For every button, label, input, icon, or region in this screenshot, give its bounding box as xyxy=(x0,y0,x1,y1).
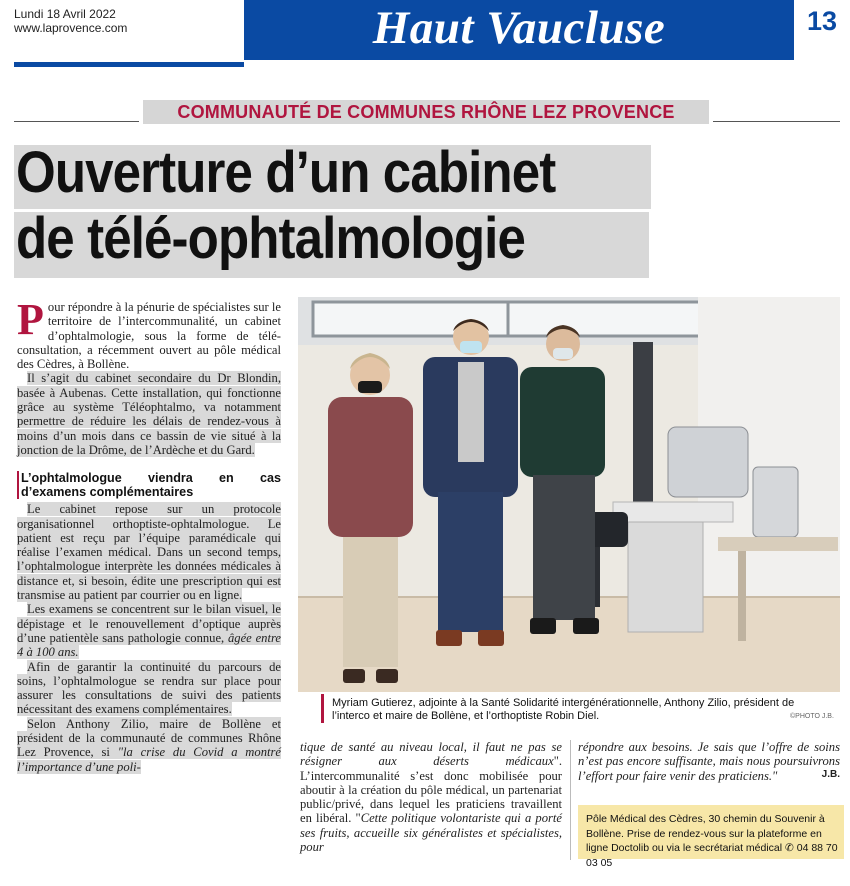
header-rule xyxy=(14,62,244,67)
headline-line-2: de télé-ophtalmologie xyxy=(16,206,525,271)
page-number: 13 xyxy=(806,6,838,36)
kicker-rule-right xyxy=(713,121,840,122)
paragraph-5: Afin de garantir la continuité du parcours de soins, l’ophtalmologue se rendra sur place pour assurer les consultations de suivi des patients nécessitant des examens complémentaires. xyxy=(17,659,281,717)
paragraph-2: Il s’agit du cabinet secondaire du Dr Blondin, basée à Aubenas. Cette installation, qui fonctionne grâce au système Téléophtalmo, va notamment permettre de réduire les délais de rendez-vous à moins d’un mois dans ce bassin de vie situé à la jonction de la Drôme, de l’Ardèche et du Gard. xyxy=(17,371,281,457)
paragraph-1: our répondre à la pénurie de spécialistes sur le territoire de l’intercommunalité, un cabinet d’ophtalmologie, sous la forme de télé-consultation, a récemment ouvert au pôle médical des Cèdres, à Bollène. xyxy=(17,300,281,372)
article-column-1 xyxy=(17,295,281,774)
column-divider xyxy=(570,740,571,860)
photo-illustration xyxy=(298,297,840,692)
site-url: www.laprovence.com xyxy=(14,21,128,35)
headline-line-1: Ouverture d’un cabinet xyxy=(16,140,556,205)
author-signature: J.B. xyxy=(821,768,840,780)
subheading: L’ophtalmologue viendra en cas d’examens complémentaires xyxy=(17,471,281,499)
headline xyxy=(16,140,632,272)
article-photo xyxy=(298,297,840,692)
paragraph-3: Le cabinet repose sur un protocole organisationnel orthoptiste-ophtalmologue. Le patient est reçu par l’équipe paramédicale qui réalise l’examen médical. Dans un second temps, l’ophtalmologue interprète les données médicales à distance et, si besoin, édite une prescription qui est transmise au patient par courrier ou en ligne. xyxy=(17,502,281,603)
photo-caption: Myriam Gutierez, adjointe à la Santé Solidarité intergénérationnelle, Anthony Zilio, président de l’interco et maire de Bollène, et l’orthoptiste Robin Diel. xyxy=(332,697,795,722)
paragraph-6: Selon Anthony Zilio, maire de Bollène et président de la communauté de communes Rhône Lez Provence, si "la crise du Covid a montré l’importance d’une poli- xyxy=(17,716,281,774)
drop-cap: P xyxy=(17,295,44,344)
col3-paragraph: répondre aux besoins. Je sais que l’offre de soins n’est pas encore suffisante, mais nous poursuivrons l’effort pour faire venir des praticiens." J.B. xyxy=(578,740,840,783)
col2-paragraph: tique de santé au niveau local, il faut ne pas se résigner aux déserts médicaux". L’intercommunalité s’est donc mobilisée pour aboutir à la création du pôle médical, un partenariat public/privé, dans lequel les praticiens travaillent en libéral. "Cette politique volontariste qui a porté ses fruits, accueille six généralistes et spécialistes, pour xyxy=(300,740,563,855)
section-title: Haut Vaucluse xyxy=(372,2,666,54)
paragraph-4: Les examens se concentrent sur le bilan visuel, le dépistage et le renouvellement d’optique auprès d’une patientèle sans pathologie connue, âgée entre 4 à 100 ans. xyxy=(17,602,281,660)
kicker: COMMUNAUTÉ DE COMMUNES RHÔNE LEZ PROVENCE xyxy=(143,100,709,124)
caption-marker xyxy=(321,694,324,723)
article-column-2 xyxy=(300,740,562,854)
practical-info-box: Pôle Médical des Cèdres, 30 chemin du Souvenir à Bollène. Prise de rendez-vous sur la plateforme en ligne Doctolib ou via le secrétariat médical ✆ 04 88 70 03 05 xyxy=(578,805,844,859)
article-column-3 xyxy=(578,740,840,783)
photo-credit: ©PHOTO J.B. xyxy=(790,713,834,720)
kicker-rule-left xyxy=(14,121,139,122)
issue-date: Lundi 18 Avril 2022 xyxy=(14,7,116,21)
